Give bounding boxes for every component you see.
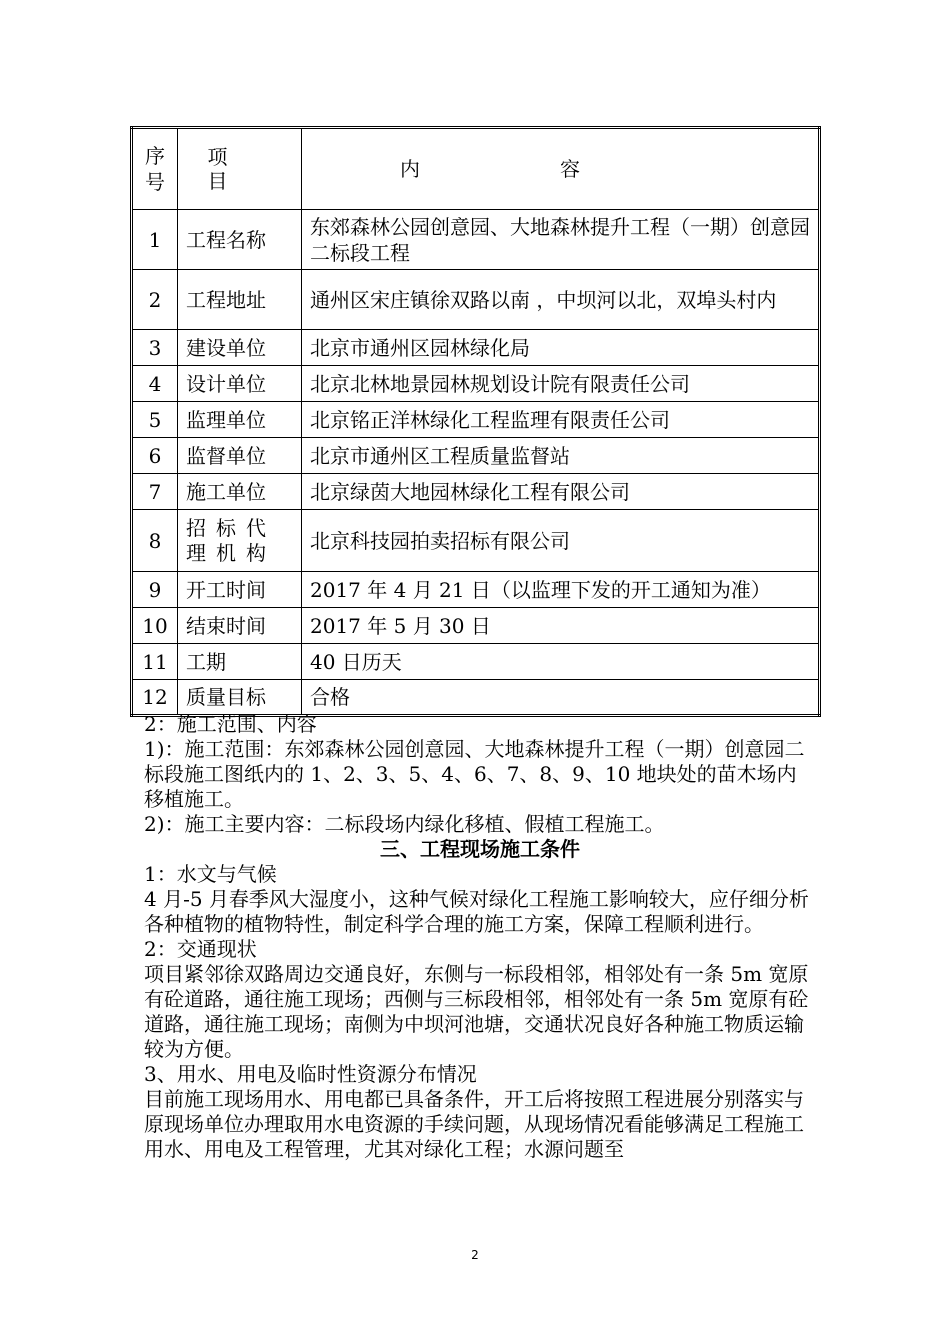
traffic-text: 项目紧邻徐双路周边交通良好，东侧与一标段相邻，相邻处有一条 5m 宽原有砼道路，通往施工现场；西侧与三标段相邻，相邻处有一条 5m 宽原有砼道路，通往施工现场；南侧为中坝河池塘，交通状况良好各种施工物质运输较为方便。 — [144, 962, 809, 1061]
row-content-cell: 合格 — [302, 680, 820, 716]
table-row — [132, 510, 820, 572]
table-row — [132, 644, 820, 680]
row-number-cell: 9 — [132, 572, 178, 608]
row-number-cell: 6 — [132, 438, 178, 474]
row-content-cell: 北京绿茵大地园林绿化工程有限公司 — [302, 474, 820, 510]
table-row — [132, 270, 820, 330]
row-item-cell: 工程名称 — [178, 210, 302, 270]
table-row — [132, 210, 820, 270]
row-number-cell: 4 — [132, 366, 178, 402]
row-number-cell: 7 — [132, 474, 178, 510]
table-row — [132, 330, 820, 366]
row-number-cell: 2 — [132, 270, 178, 330]
row-number-cell: 1 — [132, 210, 178, 270]
table-row — [132, 402, 820, 438]
header-item-cell: 项目 — [178, 128, 302, 210]
row-number-cell: 8 — [132, 510, 178, 572]
utilities-text: 目前施工现场用水、用电都已具备条件，开工后将按照工程进展分别落实与原现场单位办理取用水电资源的手续问题，从现场情况看能够满足工程施工用水、用电及工程管理，尤其对绿化工程；水源问题至 — [144, 1087, 804, 1161]
project-info-table — [130, 126, 821, 717]
row-item-cell: 工程地址 — [178, 270, 302, 330]
row-content-cell: 北京市通州区工程质量监督站 — [302, 438, 820, 474]
row-content-cell: 通州区宋庄镇徐双路以南 ，中坝河以北，双埠头村内 — [302, 270, 820, 330]
row-item-cell: 设计单位 — [178, 366, 302, 402]
table-header-row — [132, 128, 820, 210]
traffic-title: 2：交通现状 — [144, 937, 257, 961]
row-number-cell: 12 — [132, 680, 178, 716]
row-item-cell: 开工时间 — [178, 572, 302, 608]
construction-main-content: 2)：施工主要内容：二标段场内绿化移植、假植工程施工。 — [144, 812, 665, 836]
section-3-heading: 三、工程现场施工条件 — [380, 837, 580, 861]
row-content-cell: 北京铭正洋林绿化工程监理有限责任公司 — [302, 402, 820, 438]
row-item-cell: 监理单位 — [178, 402, 302, 438]
row-item-cell: 质量目标 — [178, 680, 302, 716]
page-number: 2 — [471, 1248, 479, 1262]
table-row — [132, 474, 820, 510]
row-content-cell: 东郊森林公园创意园、大地森林提升工程（一期）创意园二标段工程 — [302, 210, 820, 270]
row-content-cell: 2017 年 5 月 30 日 — [302, 608, 820, 644]
row-item-cell: 建设单位 — [178, 330, 302, 366]
table-row — [132, 680, 820, 716]
row-content-cell: 2017 年 4 月 21 日（以监理下发的开工通知为准） — [302, 572, 820, 608]
row-number-cell: 5 — [132, 402, 178, 438]
row-content-cell: 北京市通州区园林绿化局 — [302, 330, 820, 366]
row-number-cell: 3 — [132, 330, 178, 366]
row-number-cell: 10 — [132, 608, 178, 644]
row-content-cell: 北京科技园拍卖招标有限公司 — [302, 510, 820, 572]
row-item-cell: 工期 — [178, 644, 302, 680]
table-row — [132, 572, 820, 608]
row-item-cell: 施工单位 — [178, 474, 302, 510]
section-2-title: 2：施工范围、内容 — [144, 712, 317, 736]
row-number-cell: 11 — [132, 644, 178, 680]
table-row — [132, 438, 820, 474]
table-row — [132, 366, 820, 402]
body-text — [144, 712, 816, 1162]
row-item-cell: 结束时间 — [178, 608, 302, 644]
utilities-title: 3、用水、用电及临时性资源分布情况 — [144, 1062, 477, 1086]
header-no-cell — [132, 128, 178, 210]
construction-scope: 1)：施工范围：东郊森林公园创意园、大地森林提升工程（一期）创意园二标段施工图纸内的 1、2、3、5、4、6、7、8、9、10 地块处的苗木场内移植施工。 — [144, 737, 805, 811]
header-no-line2: 号 — [145, 170, 165, 194]
hydrology-text: 4 月-5 月春季风大湿度小，这种气候对绿化工程施工影响较大，应仔细分析各种植物的植物特性，制定科学合理的施工方案，保障工程顺利进行。 — [144, 887, 809, 936]
row-content-cell: 北京北林地景园林规划设计院有限责任公司 — [302, 366, 820, 402]
row-content-cell: 40 日历天 — [302, 644, 820, 680]
row-item-cell: 监督单位 — [178, 438, 302, 474]
hydrology-title: 1：水文与气候 — [144, 862, 277, 886]
row-item-cell: 招标代理机构 — [178, 510, 302, 572]
header-no-line1: 序 — [145, 144, 165, 168]
header-content-cell: 内容 — [302, 128, 820, 210]
project-info-table-body — [132, 128, 820, 716]
table-row — [132, 608, 820, 644]
